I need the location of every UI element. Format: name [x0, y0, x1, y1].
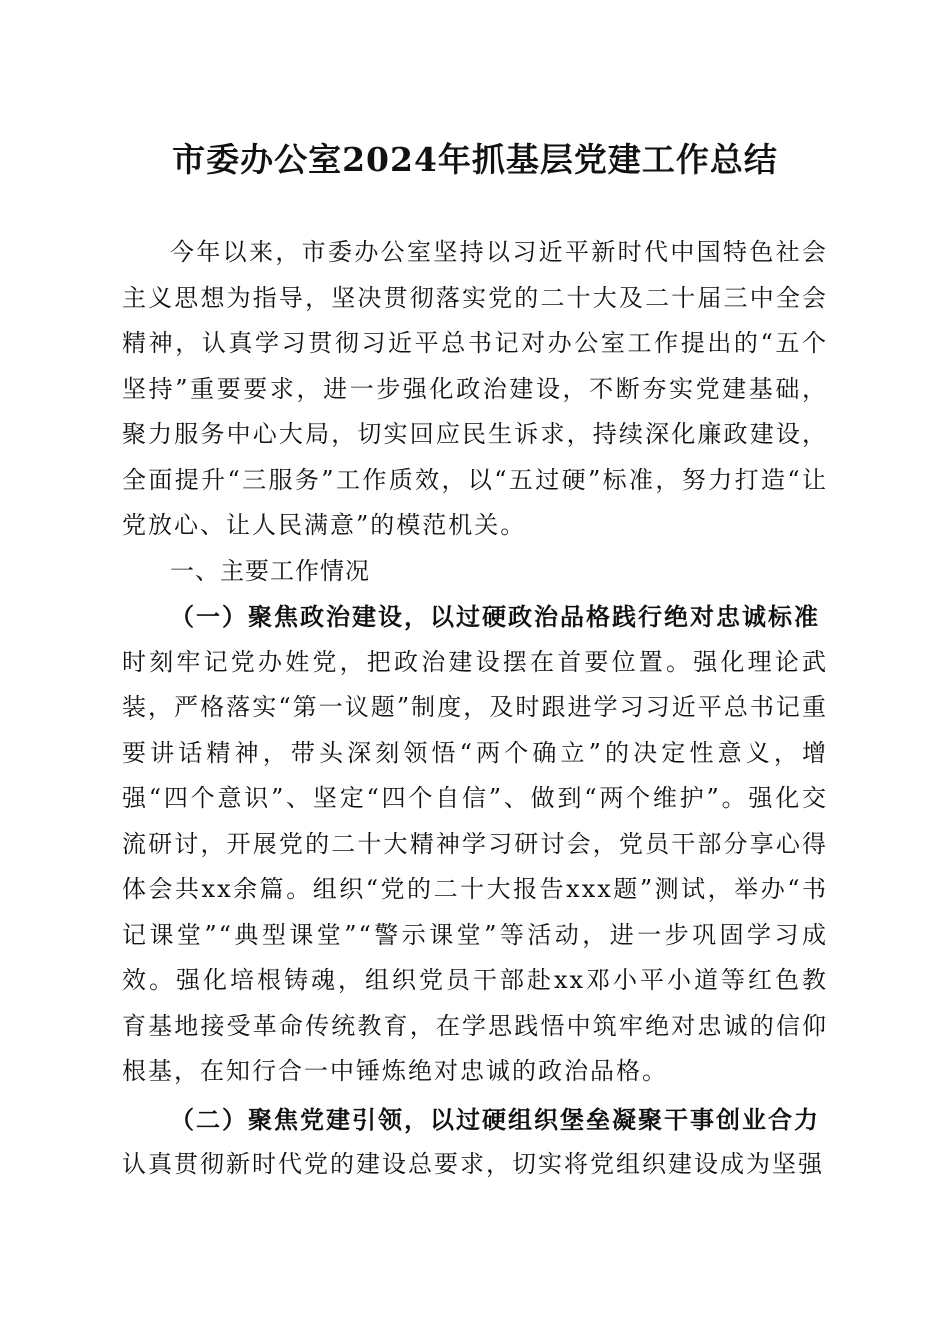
subsection-heading-political: （一）聚焦政治建设，以过硬政治品格践行绝对忠诚标准 [170, 602, 820, 631]
subsection-heading-party-building: （二）聚焦党建引领，以过硬组织堡垒凝聚干事创业合力 [170, 1104, 820, 1134]
subsection-body-political: 时刻牢记党办姓党，把政治建设摆在首要位置。强化理论武装，严格落实“第一议题”制度，及时跟进学习习近平总书记重要讲话精神，带头深刻领悟“两个确立”的决定性意义，增强“四个意识”、坚定“四个自信”、做到“两个维护”。强化交流研讨，开展党的二十大精神学习研讨会，党员干部分享心得体会共xx余篇。组织“党的二十大报告xxx题”测试，举办“书记课堂”“典型课堂”“警示课堂”等活动，进一步巩固学习成效。强化培根铸魂，组织党员干部赴xx邓小平小道等红色教育基地接受革命传统教育，在学思践悟中筑牢绝对忠诚的信仰根基，在知行合一中锤炼绝对忠诚的政治品格。 [122, 647, 828, 1085]
intro-paragraph: 今年以来，市委办公室坚持以习近平新时代中国特色社会主义思想为指导，坚决贯彻落实党的二十大及二十届三中全会精神，认真学习贯彻习近平总书记对办公室工作提出的“五个坚持”重要要求，进一步强化政治建设，不断夯实党建基础，聚力服务中心大局，切实回应民生诉求，持续深化廉政建设，全面提升“三服务”工作质效，以“五过硬”标准，努力打造“让党放心、让人民满意”的模范机关。 [122, 238, 828, 539]
section-heading-main-work: 一、主要工作情况 [170, 556, 370, 585]
document-title: 市委办公室2024年抓基层党建工作总结 [172, 140, 778, 179]
document-body [122, 230, 828, 1188]
subsection-body-party-building: 认真贯彻新时代党的建设总要求，切实将党组织建设成为坚强 [122, 1150, 824, 1178]
